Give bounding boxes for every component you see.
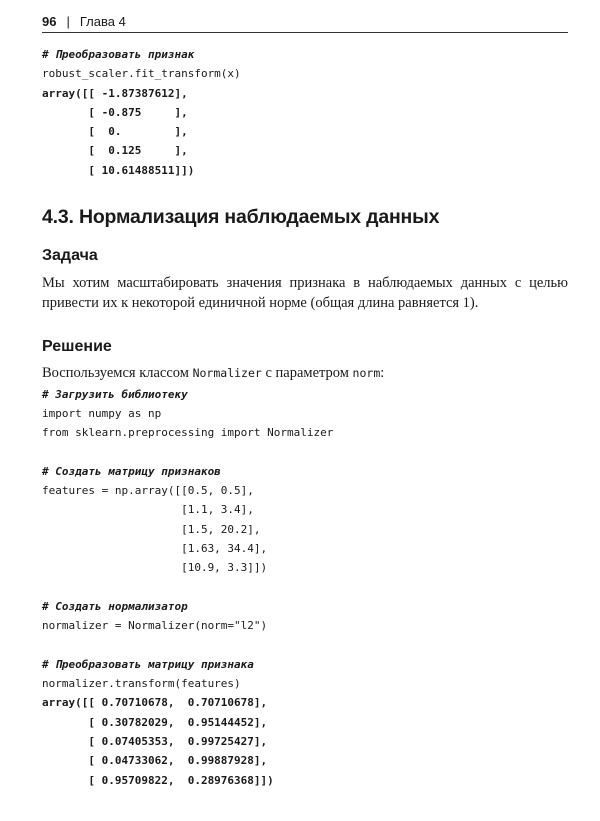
output-line: [ 0.04733062, 0.99887928], — [42, 754, 268, 768]
code-line: [1.5, 20.2], — [42, 522, 261, 536]
blank-line — [42, 442, 568, 461]
code-comment: # Создать матрицу признаков — [42, 464, 221, 478]
output-line: [ 0.95709822, 0.28976368]]) — [42, 773, 274, 787]
page-number: 96 — [42, 14, 57, 29]
class-name: Normalizer — [192, 366, 262, 381]
blank-line — [42, 578, 568, 597]
code-line: from sklearn.preprocessing import Normalizer — [42, 426, 334, 440]
output-line: [ 0.07405353, 0.99725427], — [42, 734, 268, 748]
code-line: features = np.array([[0.5, 0.5], — [42, 484, 254, 498]
code-comment: # Создать нормализатор — [42, 599, 188, 613]
param-name: norm — [352, 366, 381, 381]
task-text: Мы хотим масштабировать значения признака в наблюдаемых данных с целью привести их к некоторой единичной норме (общая длина равняется 1). — [42, 275, 568, 311]
blank-line — [42, 635, 568, 654]
page-header — [42, 14, 568, 33]
code-comment: # Преобразовать матрицу признака — [42, 657, 254, 671]
chapter-label: Глава 4 — [79, 14, 126, 29]
output-line: [ 0.125 ], — [42, 144, 188, 158]
output-line: [ 0.30782029, 0.95144452], — [42, 715, 268, 729]
output-line: [ 0. ], — [42, 125, 188, 139]
task-heading: Задача — [42, 247, 98, 265]
output-line: [ -0.875 ], — [42, 105, 188, 119]
output-line: array([[ -1.87387612], — [42, 86, 188, 100]
header-separator: | — [66, 14, 70, 29]
output-line: array([[ 0.70710678, 0.70710678], — [42, 696, 268, 710]
code-block-normalizer — [42, 385, 568, 790]
code-line: robust_scaler.fit_transform(x) — [42, 67, 241, 81]
code-comment: # Преобразовать признак — [42, 48, 195, 61]
code-line: [1.1, 3.4], — [42, 503, 254, 517]
code-line: [1.63, 34.4], — [42, 541, 268, 555]
output-line: [ 10.61488511]]) — [42, 163, 195, 177]
code-line: normalizer.transform(features) — [42, 677, 241, 691]
code-line: normalizer = Normalizer(norm="l2") — [42, 619, 268, 633]
book-page — [42, 14, 568, 790]
solution-heading: Решение — [42, 338, 112, 356]
section-title: 4.3. Нормализация наблюдаемых данных — [42, 206, 440, 229]
code-block-robust-scaler — [42, 45, 568, 180]
code-line: [10.9, 3.3]]) — [42, 561, 268, 575]
solution-intro — [42, 364, 568, 384]
code-comment: # Загрузить библиотеку — [42, 387, 188, 401]
intro-text: : — [380, 365, 385, 382]
intro-text: с параметром — [261, 365, 353, 382]
code-line: import numpy as np — [42, 406, 162, 420]
intro-text: Воспользуемся классом — [42, 365, 193, 382]
